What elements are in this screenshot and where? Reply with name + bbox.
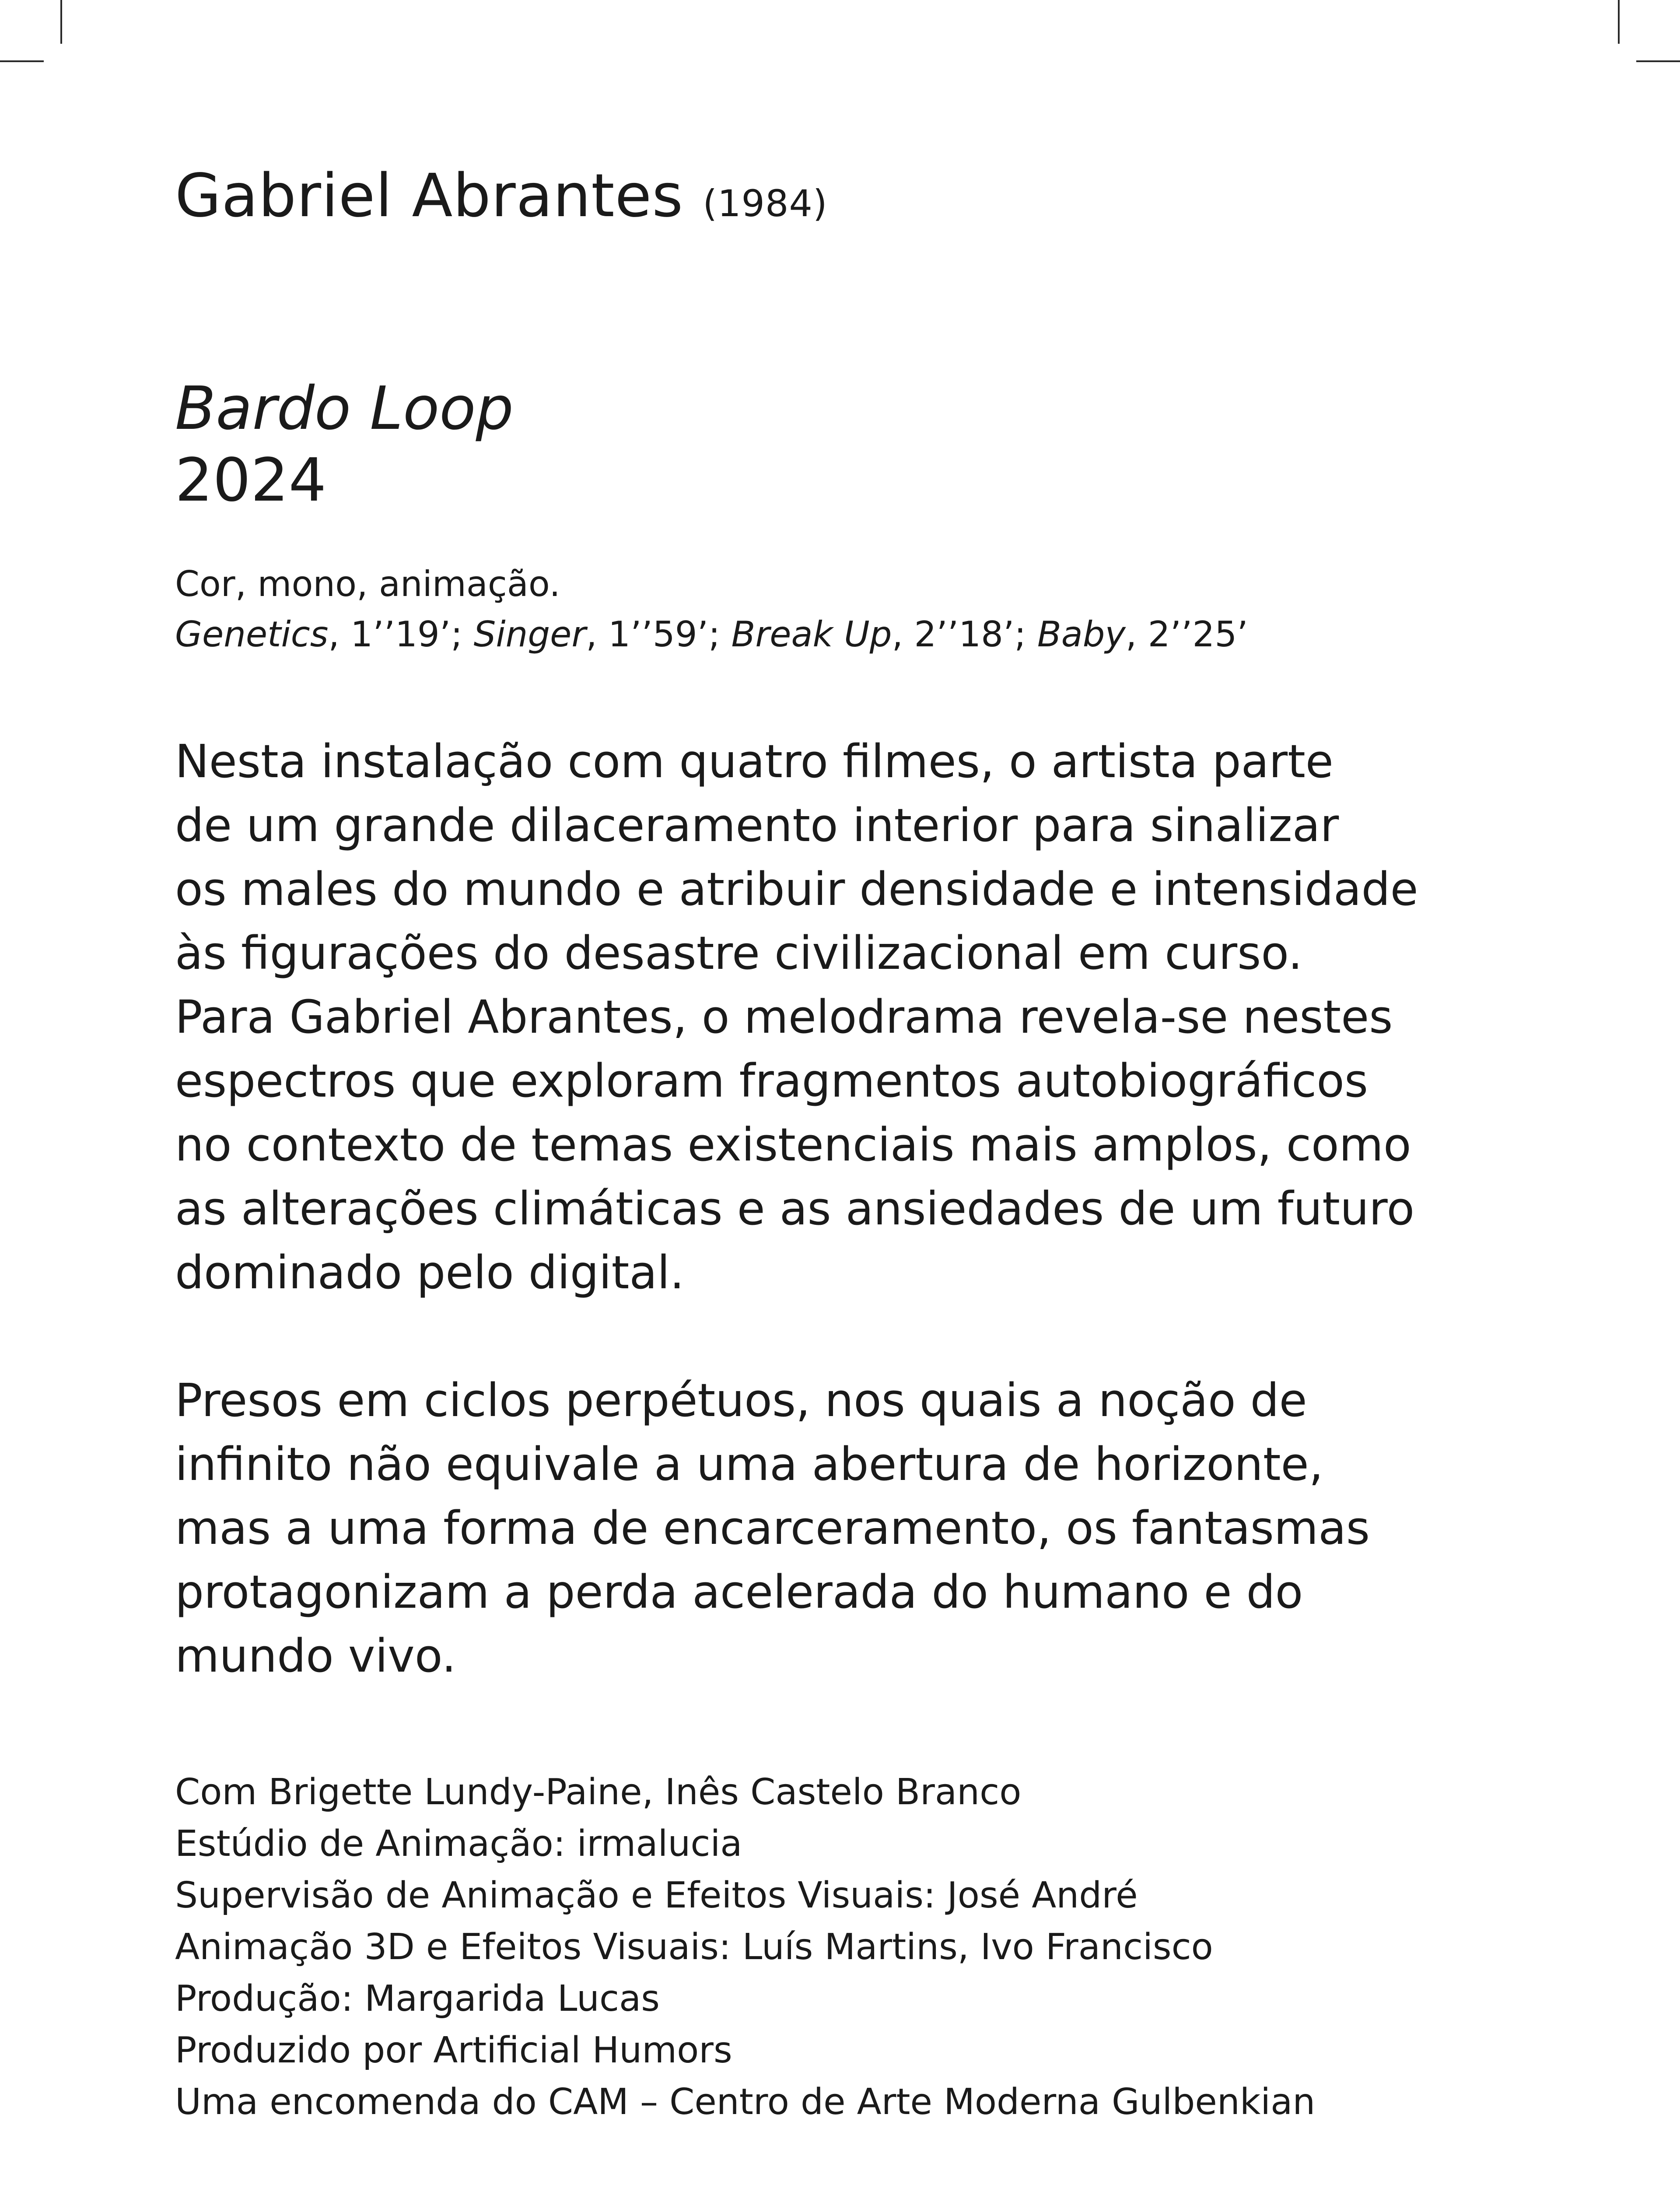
wall-label — [175, 161, 1531, 2128]
film-duration: , 1’’19’; — [328, 614, 474, 655]
credit-line: Estúdio de Animação: irmalucia — [175, 1823, 742, 1865]
work-year: 2024 — [175, 446, 327, 515]
description-paragraph-2 — [175, 1368, 1531, 1688]
film-duration: , 2’’18’; — [892, 614, 1037, 655]
film-title: Baby — [1037, 614, 1126, 655]
text-line: infinito não equivale a uma abertura de horizonte, — [175, 1437, 1323, 1491]
credit-line: Supervisão de Animação e Efeitos Visuais: José André — [175, 1874, 1138, 1916]
text-line: Nesta instalação com quatro filmes, o artista parte — [175, 734, 1334, 788]
credits — [175, 1767, 1531, 2128]
technical-info — [175, 559, 1531, 659]
film-title: Genetics — [175, 614, 329, 655]
credit-line: Produzido por Artificial Humors — [175, 2029, 732, 2071]
credit-line: Animação 3D e Efeitos Visuais: Luís Martins, Ivo Francisco — [175, 1926, 1213, 1968]
text-line: de um grande dilaceramento interior para sinalizar — [175, 798, 1339, 852]
film-duration: , 1’’59’; — [586, 614, 732, 655]
text-line: Presos em ciclos perpétuos, nos quais a noção de — [175, 1373, 1307, 1427]
credit-line: Uma encomenda do CAM – Centro de Arte Moderna Gulbenkian — [175, 2081, 1316, 2123]
work-title: Bardo Loop — [175, 374, 514, 443]
artist-birth-year: (1984) — [703, 182, 828, 225]
crop-mark-top-right-horizontal — [1636, 60, 1680, 62]
description-paragraph-1 — [175, 729, 1531, 1304]
text-line: mundo vivo. — [175, 1629, 456, 1683]
film-title: Break Up — [731, 614, 892, 655]
artist-name: Gabriel Abrantes — [175, 161, 684, 231]
text-line: os males do mundo e atribuir densidade e intensidade — [175, 862, 1418, 916]
film-duration: , 2’’25’ — [1125, 614, 1248, 655]
crop-mark-top-right-vertical — [1618, 0, 1620, 44]
technical-medium: Cor, mono, animação. — [175, 563, 560, 604]
text-line: espectros que exploram fragmentos autobiográficos — [175, 1054, 1368, 1108]
text-line: mas a uma forma de encarceramento, os fantasmas — [175, 1501, 1370, 1555]
text-line: no contexto de temas existenciais mais amplos, como — [175, 1118, 1411, 1171]
artist-heading — [175, 161, 1531, 231]
crop-mark-top-left-vertical — [60, 0, 62, 44]
text-line: as alterações climáticas e as ansiedades de um futuro — [175, 1182, 1415, 1235]
credit-line: Produção: Margarida Lucas — [175, 1978, 660, 2020]
text-line: às figurações do desastre civilizacional em curso. — [175, 926, 1303, 980]
text-line: Para Gabriel Abrantes, o melodrama revela-se nestes — [175, 990, 1393, 1044]
film-title: Singer — [473, 614, 586, 655]
text-line: protagonizam a perda acelerada do humano e do — [175, 1565, 1303, 1619]
text-line: dominado pelo digital. — [175, 1245, 685, 1299]
credit-line: Com Brigette Lundy-Paine, Inês Castelo Branco — [175, 1771, 1022, 1813]
crop-mark-top-left-horizontal — [0, 60, 44, 62]
technical-films — [175, 609, 1531, 659]
